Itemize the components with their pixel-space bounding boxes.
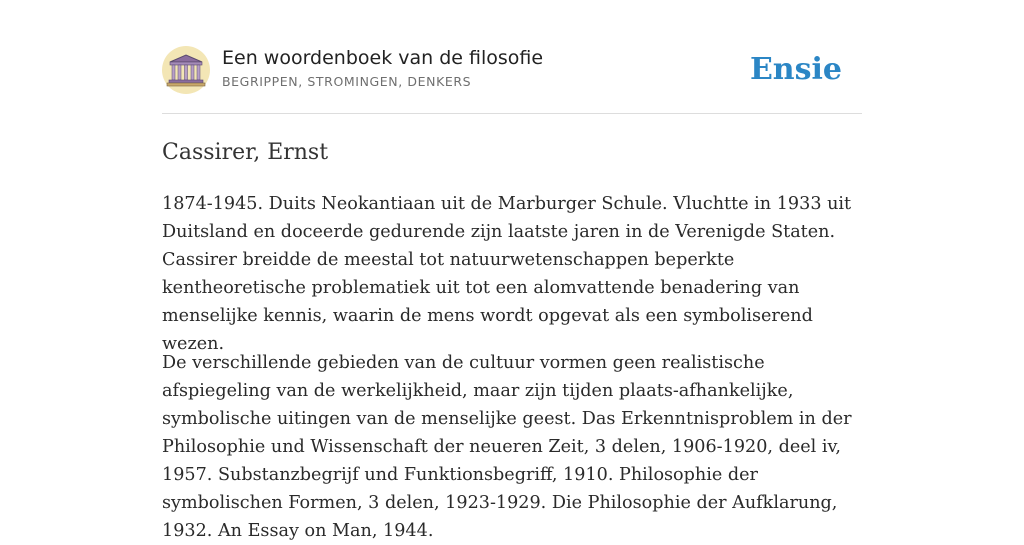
article-paragraph: De verschillende gebieden van de cultuur vormen geen realistische afspiegeling van de werkelijkheid, maar zijn tijden plaats-afhankelijke, symbolische uitingen van de menselijke geest. Das Erkenntnisproblem in der Philosophie und Wissenschaft der neueren Zeit, 3 delen, 1906-1920, deel iv, 1957. Substanzbegrijf und Funktionsbegriff, 1910. Philosophie der symbolischen Formen, 3 delen, 1923-1929. Die Philosophie der Aufklarung, 1932. An Essay on Man, 1944.: [162, 353, 852, 541]
brand-logo[interactable]: Ensie: [749, 52, 842, 87]
site-title[interactable]: Een woordenboek van de filosofie: [222, 47, 544, 69]
site-header: [162, 46, 862, 96]
article-paragraph: 1874-1945. Duits Neokantiaan uit de Marburger Schule. Vluchtte in 1933 uit Duitsland en doceerde gedurende zijn laatste jaren in de Verenigde Staten. Cassirer breidde de meestal tot natuurwetenschappen beperkte kentheoretische problematiek uit tot een alomvattende benadering van menselijke kennis, waarin de mens wordt opgevat als een symboliserend wezen.: [162, 194, 852, 354]
temple-icon[interactable]: [162, 46, 210, 94]
article-title: Cassirer, Ernst: [162, 140, 329, 165]
header-divider: [162, 113, 862, 114]
site-subtitle: BEGRIPPEN, STROMINGEN, DENKERS: [222, 74, 472, 89]
